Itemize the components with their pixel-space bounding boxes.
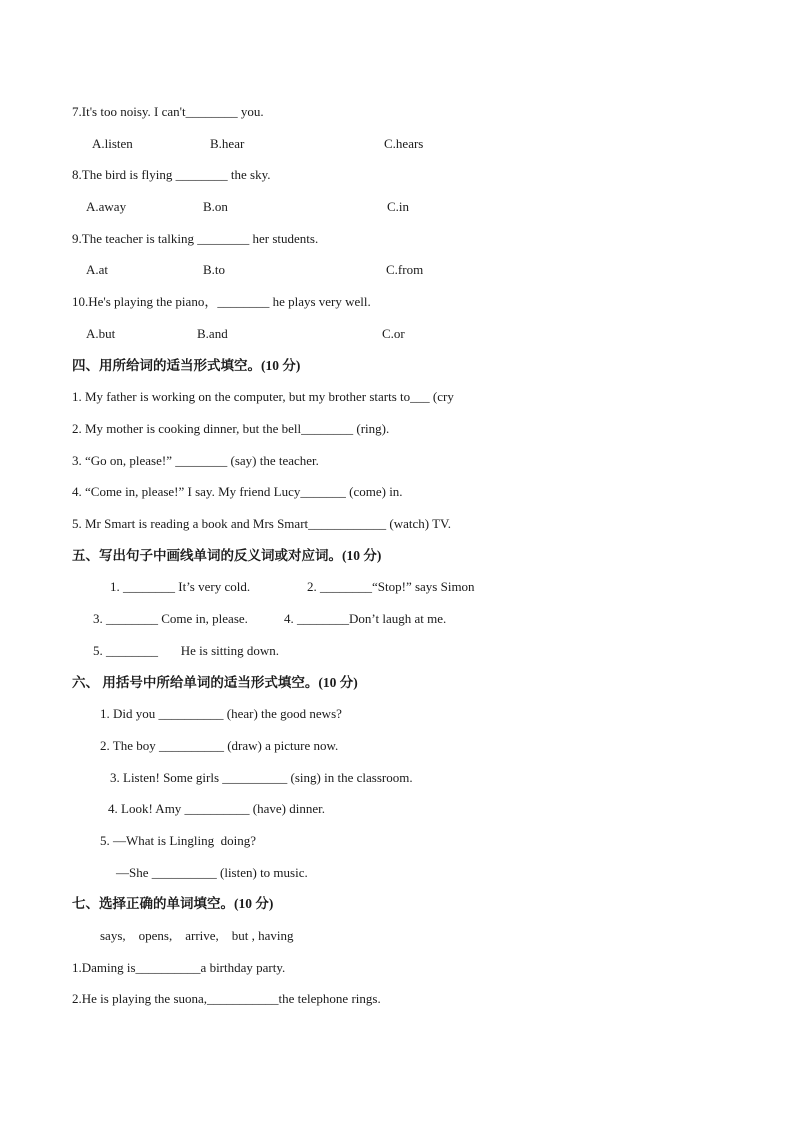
section-4-item: 2. My mother is cooking dinner, but the bell________ (ring). xyxy=(72,421,390,436)
section-5-item: 4. ________Don’t laugh at me. xyxy=(284,611,447,626)
question-8-stem: 8.The bird is flying ________ the sky. xyxy=(72,167,271,182)
section-7-item: 1.Daming is__________a birthday party. xyxy=(72,960,286,975)
section-7-heading: 七、选择正确的单词填空。(10 分) xyxy=(72,896,274,911)
section-6-item: 5. —What is Lingling doing? xyxy=(100,833,256,848)
question-9-stem: 9.The teacher is talking ________ her students. xyxy=(72,231,319,246)
section-5-item: 5. ________ He is sitting down. xyxy=(93,643,279,658)
question-7-option-b: B.hear xyxy=(210,136,245,151)
question-10-stem: 10.He's playing the piano，________ he plays very well. xyxy=(72,294,371,309)
section-5-item: 3. ________ Come in, please. xyxy=(93,611,248,626)
section-4-item: 1. My father is working on the computer, but my brother starts to___ (cry xyxy=(72,389,454,404)
section-7-item: 2.He is playing the suona,___________the telephone rings. xyxy=(72,991,381,1006)
section-4-item: 5. Mr Smart is reading a book and Mrs Smart____________ (watch) TV. xyxy=(72,516,451,531)
question-9-option-a: A.at xyxy=(86,262,109,277)
question-7-stem: 7.It's too noisy. I can't________ you. xyxy=(72,104,264,119)
section-6-item: 2. The boy __________ (draw) a picture now. xyxy=(100,738,339,753)
section-6-item: 1. Did you __________ (hear) the good news? xyxy=(100,706,342,721)
section-5-heading: 五、写出句子中画线单词的反义词或对应词。(10 分) xyxy=(72,548,382,563)
question-8-option-c: C.in xyxy=(387,199,410,214)
question-8-option-b: B.on xyxy=(203,199,228,214)
question-10-option-b: B.and xyxy=(197,326,228,341)
section-6-item: 3. Listen! Some girls __________ (sing) in the classroom. xyxy=(110,770,413,785)
question-8-option-a: A.away xyxy=(86,199,127,214)
section-5-item: 1. ________ It’s very cold. xyxy=(110,579,251,594)
section-6-item: 4. Look! Amy __________ (have) dinner. xyxy=(108,801,325,816)
section-4-heading: 四、用所给词的适当形式填空。(10 分) xyxy=(72,358,301,373)
question-9-option-b: B.to xyxy=(203,262,226,277)
section-6-heading: 六、 用括号中所给单词的适当形式填空。(10 分) xyxy=(72,675,358,690)
section-5-item: 2. ________“Stop!” says Simon xyxy=(307,579,475,594)
question-10-option-a: A.but xyxy=(86,326,116,341)
section-4-item: 3. “Go on, please!” ________ (say) the teacher. xyxy=(72,453,319,468)
question-7-option-a: A.listen xyxy=(92,136,133,151)
section-4-item: 4. “Come in, please!” I say. My friend Lucy_______ (come) in. xyxy=(72,484,403,499)
question-10-option-c: C.or xyxy=(382,326,405,341)
section-6-item: —She __________ (listen) to music. xyxy=(116,865,308,880)
question-9-option-c: C.from xyxy=(386,262,424,277)
question-7-option-c: C.hears xyxy=(384,136,424,151)
section-7-word-bank: says, opens, arrive, but , having xyxy=(100,928,294,943)
